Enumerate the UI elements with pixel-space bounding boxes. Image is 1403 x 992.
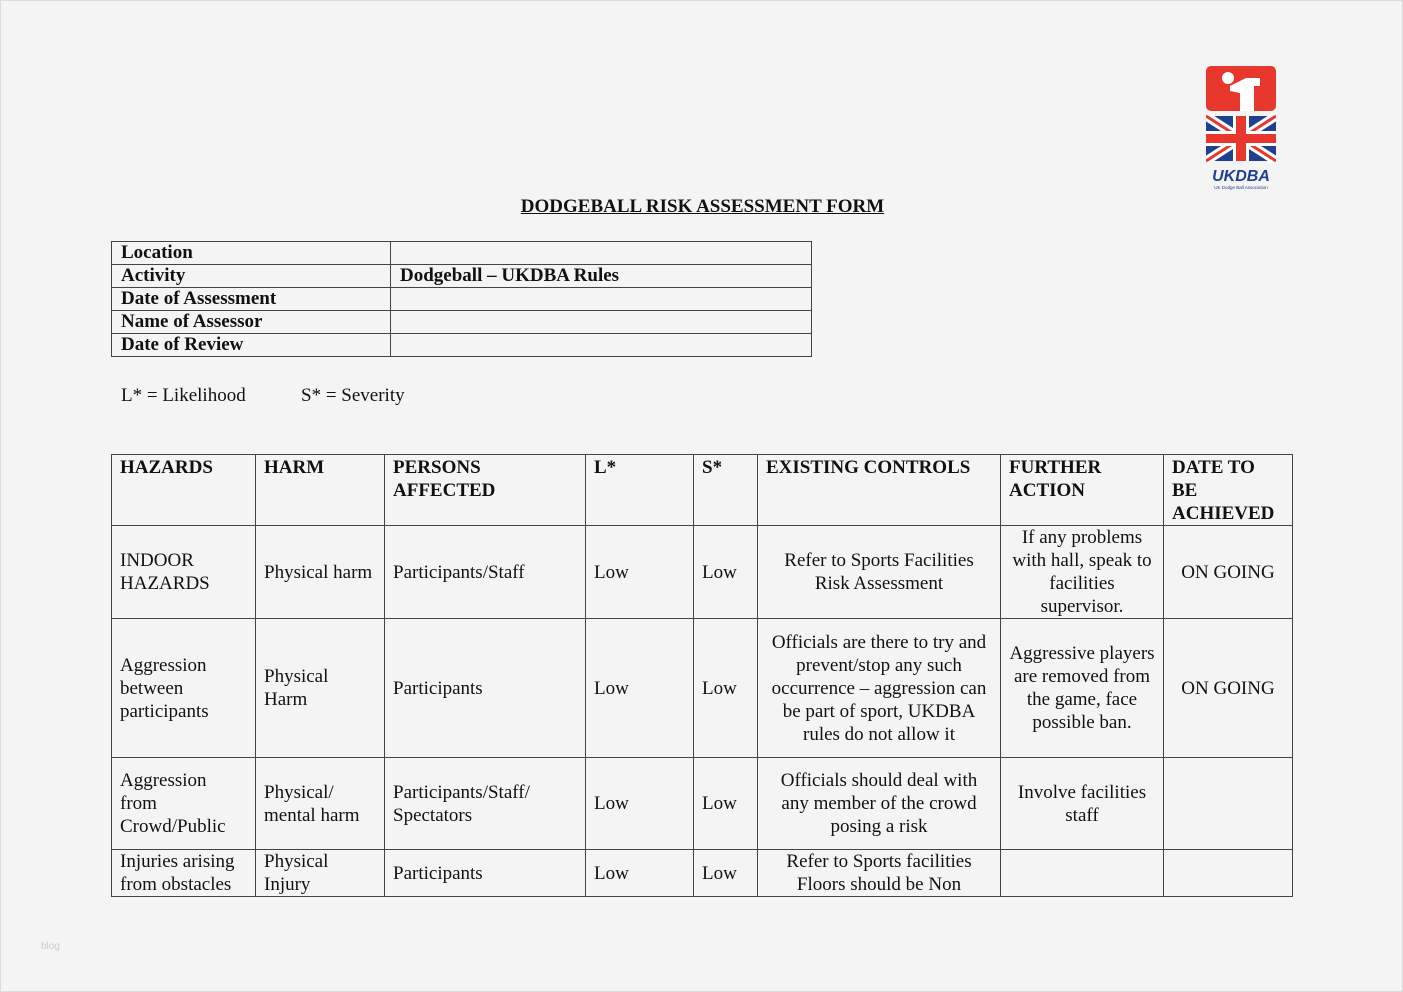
severity-legend: S* = Severity xyxy=(301,385,405,406)
controls-cell: Refer to Sports facilities Floors should be Non xyxy=(758,850,1001,897)
header-cell: DATE TO BE ACHIEVED xyxy=(1164,455,1293,526)
likelihood-legend: L* = Likelihood xyxy=(121,385,246,406)
info-row xyxy=(112,334,812,357)
harm-cell: Physical/ mental harm xyxy=(256,758,385,850)
further-action-cell: Aggressive players are removed from the game, face possible ban. xyxy=(1001,619,1164,758)
info-label: Activity xyxy=(112,265,391,288)
header-cell: HARM xyxy=(256,455,385,526)
date-cell xyxy=(1164,850,1293,897)
info-value[interactable]: Dodgeball – UKDBA Rules xyxy=(391,265,812,288)
harm-cell: Physical Injury xyxy=(256,850,385,897)
severity-cell: Low xyxy=(694,526,758,619)
likelihood-cell: Low xyxy=(586,526,694,619)
persons-cell: Participants xyxy=(385,850,586,897)
likelihood-cell: Low xyxy=(586,758,694,850)
svg-text:UKDBA: UKDBA xyxy=(1212,168,1270,185)
persons-cell: Participants xyxy=(385,619,586,758)
watermark: blog xyxy=(41,941,60,952)
table-row xyxy=(112,619,1293,758)
risk-table xyxy=(111,454,1293,897)
date-cell xyxy=(1164,758,1293,850)
header-cell: EXISTING CONTROLS xyxy=(758,455,1001,526)
severity-cell: Low xyxy=(694,850,758,897)
header-cell: PERSONS AFFECTED xyxy=(385,455,586,526)
header-row xyxy=(112,455,1293,526)
header-cell: L* xyxy=(586,455,694,526)
table-row xyxy=(112,758,1293,850)
likelihood-cell: Low xyxy=(586,850,694,897)
header-cell: FURTHER ACTION xyxy=(1001,455,1164,526)
harm-cell: Physical Harm xyxy=(256,619,385,758)
severity-cell: Low xyxy=(694,758,758,850)
form-title: DODGEBALL RISK ASSESSMENT FORM xyxy=(520,196,885,217)
persons-cell: Participants/Staff/ Spectators xyxy=(385,758,586,850)
info-label: Location xyxy=(112,242,391,265)
info-row xyxy=(112,242,812,265)
table-row xyxy=(112,850,1293,897)
assessment-info-table xyxy=(111,241,812,357)
info-row xyxy=(112,265,812,288)
hazard-cell: Injuries arising from obstacles xyxy=(112,850,256,897)
info-label: Date of Review xyxy=(112,334,391,357)
ukdba-logo xyxy=(1206,66,1276,191)
svg-text:UK Dodge Ball Association: UK Dodge Ball Association xyxy=(1214,185,1268,190)
date-cell: ON GOING xyxy=(1164,526,1293,619)
further-action-cell: Involve facilities staff xyxy=(1001,758,1164,850)
info-label: Date of Assessment xyxy=(112,288,391,311)
harm-cell: Physical harm xyxy=(256,526,385,619)
persons-cell: Participants/Staff xyxy=(385,526,586,619)
info-value[interactable] xyxy=(391,311,812,334)
further-action-cell xyxy=(1001,850,1164,897)
likelihood-cell: Low xyxy=(586,619,694,758)
severity-cell: Low xyxy=(694,619,758,758)
hazard-cell: Aggression from Crowd/Public xyxy=(112,758,256,850)
info-label: Name of Assessor xyxy=(112,311,391,334)
info-row xyxy=(112,311,812,334)
table-row xyxy=(112,526,1293,619)
info-value[interactable] xyxy=(391,242,812,265)
controls-cell: Refer to Sports Facilities Risk Assessment xyxy=(758,526,1001,619)
controls-cell: Officials are there to try and prevent/stop any such occurrence – aggression can be part of sport, UKDBA rules do not allow it xyxy=(758,619,1001,758)
info-value[interactable] xyxy=(391,334,812,357)
hazard-cell: Aggression between participants xyxy=(112,619,256,758)
hazard-cell: INDOOR HAZARDS xyxy=(112,526,256,619)
date-cell: ON GOING xyxy=(1164,619,1293,758)
controls-cell: Officials should deal with any member of the crowd posing a risk xyxy=(758,758,1001,850)
info-value[interactable] xyxy=(391,288,812,311)
info-row xyxy=(112,288,812,311)
further-action-cell: If any problems with hall, speak to facilities supervisor. xyxy=(1001,526,1164,619)
header-cell: HAZARDS xyxy=(112,455,256,526)
header-cell: S* xyxy=(694,455,758,526)
